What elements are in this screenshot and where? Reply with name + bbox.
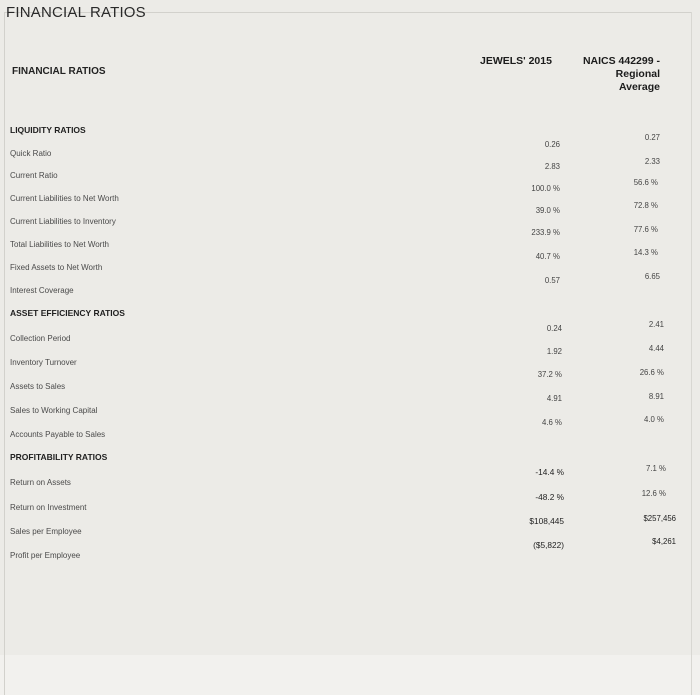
column-header-naics [583, 55, 660, 94]
naics-value-current-liabilities-inventory: 72.8 % [633, 201, 658, 210]
naics-header-line2: Regional [615, 68, 660, 80]
row-label-sales-working-capital: Sales to Working Capital [10, 406, 98, 415]
row-label-interest-coverage: Interest Coverage [10, 286, 74, 295]
row-label-fixed-assets-net-worth: Fixed Assets to Net Worth [10, 263, 103, 272]
naics-value-current-liabilities-net-worth: 56.6 % [633, 178, 658, 187]
jewels-value-sales-per-employee: $108,445 [529, 516, 564, 526]
naics-value-current-ratio: 2.33 [644, 157, 660, 166]
row-label-current-ratio: Current Ratio [10, 171, 58, 180]
naics-value-quick-ratio: 0.27 [644, 133, 660, 142]
row-label-profit-per-employee: Profit per Employee [10, 551, 81, 560]
naics-header-line3: Average [618, 81, 660, 93]
row-label-return-on-assets: Return on Assets [10, 478, 71, 487]
naics-value-fixed-assets-net-worth: 14.3 % [633, 248, 658, 257]
jewels-value-assets-to-sales: 37.2 % [537, 370, 562, 379]
jewels-value-collection-period: 0.24 [546, 324, 562, 333]
row-label-collection-period: Collection Period [10, 334, 71, 343]
jewels-value-current-ratio: 2.83 [544, 162, 560, 171]
section-title-profitability: PROFITABILITY RATIOS [10, 452, 108, 462]
jewels-value-interest-coverage: 0.57 [544, 276, 560, 285]
jewels-value-inventory-turnover: 1.92 [546, 347, 562, 356]
jewels-value-profit-per-employee: ($5,822) [533, 540, 564, 550]
naics-value-interest-coverage: 6.65 [644, 272, 660, 281]
jewels-value-current-liabilities-net-worth: 100.0 % [531, 184, 560, 193]
row-label-assets-to-sales: Assets to Sales [10, 382, 66, 391]
naics-value-accounts-payable-sales: 4.0 % [644, 415, 664, 424]
row-label-inventory-turnover: Inventory Turnover [10, 358, 77, 367]
naics-value-sales-working-capital: 8.91 [648, 392, 664, 401]
naics-value-sales-per-employee: $257,456 [643, 514, 676, 523]
jewels-value-return-on-assets: -14.4 % [535, 467, 564, 477]
column-header-jewels: JEWELS' 2015 [480, 55, 552, 67]
row-label-quick-ratio: Quick Ratio [10, 149, 52, 158]
row-label-accounts-payable-sales: Accounts Payable to Sales [10, 430, 106, 439]
jewels-value-total-liabilities-net-worth: 233.9 % [531, 228, 560, 237]
naics-value-profit-per-employee: $4,261 [652, 537, 676, 546]
jewels-value-quick-ratio: 0.26 [544, 140, 560, 149]
row-label-current-liabilities-inventory: Current Liabilities to Inventory [10, 217, 116, 226]
jewels-value-accounts-payable-sales: 4.6 % [542, 418, 562, 427]
page-title: FINANCIAL RATIOS [6, 4, 146, 21]
naics-header-line1: NAICS 442299 - [582, 55, 660, 67]
row-label-sales-per-employee: Sales per Employee [10, 527, 82, 536]
table-header-label: FINANCIAL RATIOS [12, 66, 106, 77]
frame-right-line [691, 12, 692, 695]
naics-value-collection-period: 2.41 [648, 320, 664, 329]
naics-value-total-liabilities-net-worth: 77.6 % [633, 225, 658, 234]
section-title-liquidity: LIQUIDITY RATIOS [10, 125, 86, 135]
naics-value-inventory-turnover: 4.44 [648, 344, 664, 353]
jewels-value-fixed-assets-net-worth: 40.7 % [535, 252, 560, 261]
jewels-value-current-liabilities-inventory: 39.0 % [535, 206, 560, 215]
naics-value-return-on-investment: 12.6 % [641, 489, 666, 498]
jewels-value-return-on-investment: -48.2 % [535, 492, 564, 502]
bottom-band [0, 655, 700, 695]
row-label-current-liabilities-net-worth: Current Liabilities to Net Worth [10, 194, 119, 203]
jewels-value-sales-working-capital: 4.91 [546, 394, 562, 403]
naics-value-return-on-assets: 7.1 % [646, 464, 666, 473]
section-title-asset-efficiency: ASSET EFFICIENCY RATIOS [10, 308, 125, 318]
row-label-total-liabilities-net-worth: Total Liabilities to Net Worth [10, 240, 110, 249]
frame-left-line [4, 12, 5, 695]
row-label-return-on-investment: Return on Investment [10, 503, 87, 512]
naics-value-assets-to-sales: 26.6 % [639, 368, 664, 377]
